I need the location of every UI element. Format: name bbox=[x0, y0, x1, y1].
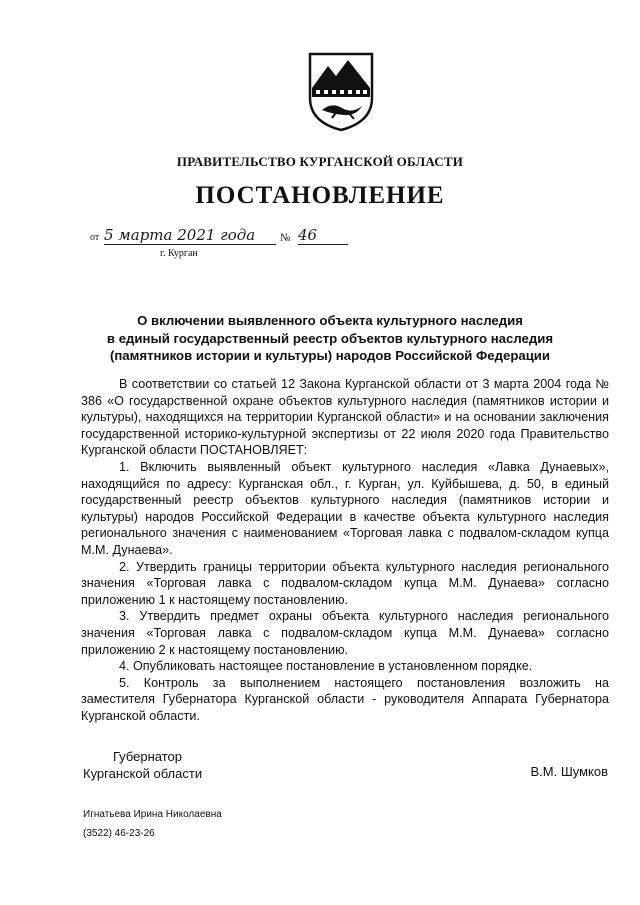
resolution-item: 2. Утвердить границы территории объекта культурного наследия регионального значения «Торговая лавка с подвалом-складом купца М.М. Дунаева» согласно приложению 1 к настоящему постановлению. bbox=[81, 559, 609, 607]
signatory-position bbox=[83, 748, 202, 782]
resolution-item: 4. Опубликовать настоящее постановление в установленном порядке. bbox=[119, 659, 533, 674]
document-subject bbox=[90, 312, 570, 365]
subject-line: в единый государственный реестр объектов культурного наследия bbox=[106, 330, 554, 346]
handwritten-date: 5 марта 2021 года bbox=[104, 226, 276, 245]
number-prefix: № bbox=[280, 232, 291, 244]
resolution-item: 1. Включить выявленный объект культурного наследия «Лавка Дунаевых», находящийся по адресу: Курганская обл., г. Курган, ул. Куйбышева, д. 50, в единый государственный реестр объектов культурного наследия (памятников истории и культуры) народов Российской Федерации в качестве объекта культурного наследия регионального значения с наименованием «Торговая лавка с подвалом-складом купца М.М. Дунаева». bbox=[81, 459, 609, 557]
subject-line: О включении выявленного объекта культурного наследия bbox=[137, 313, 523, 328]
preamble-paragraph: В соответствии со статьей 12 Закона Курганской области от 3 марта 2004 года № 386 «О государственной охране объектов культурного наследия (памятников истории и культуры), находящихся на территории Курганской области» и на основании заключения государственной историко-культурной экспертизы от 22 июля 2020 года Правительство Курганской области ПОСТАНОВЛЯЕТ: bbox=[81, 377, 609, 458]
executor-phone: (3522) 46-23-26 bbox=[83, 828, 155, 839]
organization-name: ПРАВИТЕЛЬСТВО КУРГАНСКОЙ ОБЛАСТИ bbox=[176, 154, 464, 169]
position-line: Губернатор bbox=[113, 749, 182, 764]
date-prefix: от bbox=[90, 232, 100, 243]
resolution-item: 3. Утвердить предмет охраны объекта культурного наследия регионального значения «Торговая лавка с подвалом-складом купца М.М. Дунаева» согласно приложению 2 к настоящему постановлению. bbox=[81, 609, 609, 657]
handwritten-number: 46 bbox=[298, 226, 348, 245]
kurgan-coat-of-arms-icon bbox=[308, 52, 374, 132]
position-line: Курганской области bbox=[83, 766, 203, 781]
executor-info bbox=[83, 805, 222, 843]
document-body bbox=[81, 376, 609, 724]
signatory-name: В.М. Шумков bbox=[530, 764, 608, 779]
document-type: ПОСТАНОВЛЕНИЕ bbox=[195, 182, 445, 209]
resolution-item: 5. Контроль за выполнением настоящего постановления возложить на заместителя Губернатора Курганской области - руководителя Аппарата Губернатора Курганской области. bbox=[81, 675, 609, 723]
executor-name: Игнатьева Ирина Николаевна bbox=[83, 809, 222, 820]
subject-line: (памятников истории и культуры) народов Российской Федерации bbox=[109, 348, 551, 363]
city-label: г. Курган bbox=[160, 248, 198, 259]
document-meta bbox=[90, 226, 390, 262]
